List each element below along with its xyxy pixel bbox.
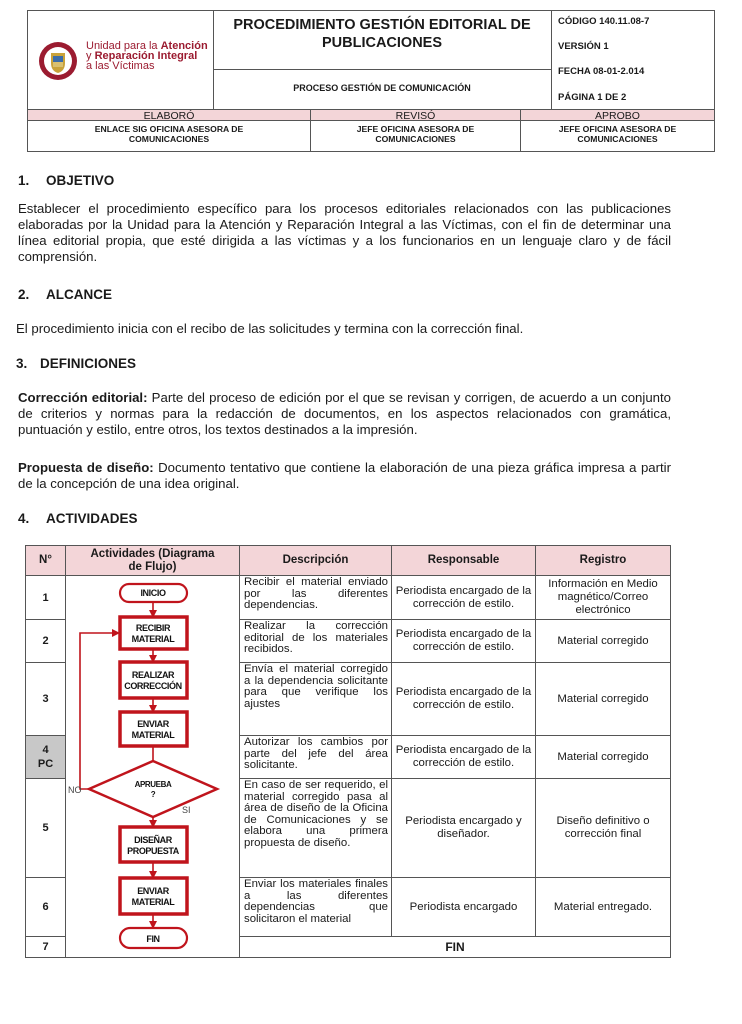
reviso-value: JEFE OFICINA ASESORA DE COMUNICACIONES [310, 120, 521, 152]
flow-recibir-label: MATERIAL [131, 634, 175, 644]
row-registro: Diseño definitivo o corrección final [535, 778, 671, 878]
col-header-actividades: Actividades (Diagrama de Flujo) [65, 545, 240, 576]
definition-propuesta: Propuesta de diseño: Documento tentativo que contiene la elaboración de una pieza gráfica impresa a partir de la concepción de una idea original. [18, 460, 671, 491]
flow-inicio-label: INICIO [140, 588, 166, 598]
row-number: 3 [25, 662, 66, 736]
aprueba-decision [89, 761, 217, 817]
col-header-responsable: Responsable [391, 545, 536, 576]
row-number: 1 [25, 575, 66, 620]
logo-text: Unidad para la Atención y Reparación Integral a las Víctimas [86, 40, 208, 72]
flow-enviar2-label: ENVIAR [137, 886, 169, 896]
definition-correccion: Corrección editorial: Parte del proceso de edición por el que se revisan y corrigen, de acuerdo a un conjunto de criterios y normas para la redacción de documentos, en los aspectos relacionados con gramática, puntuación y estilo, entre otros, los textos destinados a la impresión. [18, 390, 671, 437]
row-description: Autorizar los cambios por parte del jefe del área solicitante. [239, 735, 392, 779]
realizar-correccion-box [120, 662, 187, 698]
flow-aprueba-label: ? [150, 790, 156, 799]
logo-cell [27, 10, 214, 110]
row-number: 4 [42, 744, 49, 756]
flow-no-label: NO [68, 785, 82, 795]
document-version: VERSIÓN 1 [558, 41, 609, 52]
colombia-seal-icon [38, 41, 78, 81]
col-header-descripcion: Descripción [239, 545, 392, 576]
aprobo-value: JEFE OFICINA ASESORA DE COMUNICACIONES [520, 120, 715, 152]
process-name: PROCESO GESTIÓN DE COMUNICACIÓN [293, 83, 471, 93]
row-description: En caso de ser requerido, el material corregido pasa al área de diseño de la Oficina de Comunicaciones y se elabora una primera propuesta de diseño. [239, 778, 392, 878]
flow-enviar-label: ENVIAR [137, 719, 169, 729]
document-title: PROCEDIMIENTO GESTIÓN EDITORIAL DE PUBLICACIONES [233, 17, 531, 51]
row-number: 6 [25, 877, 66, 937]
no-loop-arrow [80, 633, 118, 789]
flow-recibir-label: RECIBIR [135, 623, 171, 633]
flow-fin-label: FIN [146, 934, 160, 944]
recibir-material-box [120, 617, 187, 649]
row-number: 5 [25, 778, 66, 878]
section-alcance-heading: 2. ALCANCE [18, 287, 112, 302]
enviar-material-box [120, 712, 187, 746]
flow-realizar-label: CORRECCIÓN [124, 681, 182, 691]
flow-disenar-label: DISEÑAR [134, 835, 172, 845]
row-description: Realizar la corrección editorial de los materiales recibidos. [239, 619, 392, 663]
row-description: Recibir el material enviado por las diferentes dependencias. [239, 575, 392, 620]
row-number-control-point [25, 735, 66, 779]
definition-term: Propuesta de diseño: [18, 460, 154, 475]
flowchart [65, 575, 240, 958]
row-registro: Material entregado. [535, 877, 671, 937]
enviar-material-final-box [120, 878, 187, 914]
row-registro: Material corregido [535, 662, 671, 736]
row-responsable: Periodista encargado de la corrección de estilo. [391, 619, 536, 663]
alcance-text: El procedimiento inicia con el recibo de las solicitudes y termina con la corrección final. [16, 321, 524, 336]
section-objetivo-heading: 1. OBJETIVO [18, 173, 115, 188]
document-page: PÁGINA 1 DE 2 [558, 92, 627, 103]
row-description: Enviar los materiales finales a las diferentes dependencias que solicitaron el material [239, 877, 392, 937]
col-header-registro: Registro [535, 545, 671, 576]
col-header-numero: N° [25, 545, 66, 576]
row-number: 2 [25, 619, 66, 663]
flow-enviar-label: MATERIAL [131, 730, 175, 740]
document-code: CÓDIGO 140.11.08-7 [558, 16, 650, 27]
row-description: Envía el material corregido a la dependencia solicitante para que verifique los ajustes [239, 662, 392, 736]
row-responsable: Periodista encargado [391, 877, 536, 937]
definition-term: Corrección editorial: [18, 390, 148, 405]
row-registro: Material corregido [535, 619, 671, 663]
elaboro-value: ENLACE SIG OFICINA ASESORA DE COMUNICACIONES [27, 120, 311, 152]
flow-si-label: SI [182, 805, 191, 815]
section-actividades-heading: 4. ACTIVIDADES [18, 511, 138, 526]
row-responsable: Periodista encargado de la corrección de estilo. [391, 735, 536, 779]
fin-cell: FIN [239, 936, 671, 958]
objetivo-text: Establecer el procedimiento específico para los procesos editoriales relacionados con las publicaciones elaboradas por la Unidad para la Atención y Reparación Integral a las Víctimas, con el fin de determinar una línea editorial propia, que esté dirigida a las víctimas y a los funcionarios en un lenguaje claro y de fácil comprensión. [18, 201, 671, 264]
flow-enviar2-label: MATERIAL [131, 897, 175, 907]
aprobo-label: APROBO [520, 109, 715, 121]
row-registro: Información en Medio magnético/Correo electrónico [535, 575, 671, 620]
row-number: 7 [25, 936, 66, 958]
row-responsable: Periodista encargado y diseñador. [391, 778, 536, 878]
row-registro: Material corregido [535, 735, 671, 779]
document-date: FECHA 08-01-2.014 [558, 66, 645, 77]
control-point-label: PC [37, 758, 54, 770]
row-responsable: Periodista encargado de la corrección de estilo. [391, 662, 536, 736]
flow-disenar-label: PROPUESTA [127, 846, 179, 856]
flow-realizar-label: REALIZAR [131, 670, 175, 680]
reviso-label: REVISÓ [310, 109, 521, 121]
row-responsable: Periodista encargado de la corrección de estilo. [391, 575, 536, 620]
flow-aprueba-label: APRUEBA [134, 780, 172, 789]
elaboro-label: ELABORÓ [27, 109, 311, 121]
activities-table [25, 545, 671, 958]
section-definiciones-heading: 3. DEFINICIONES [16, 356, 137, 371]
document-header [27, 10, 715, 152]
